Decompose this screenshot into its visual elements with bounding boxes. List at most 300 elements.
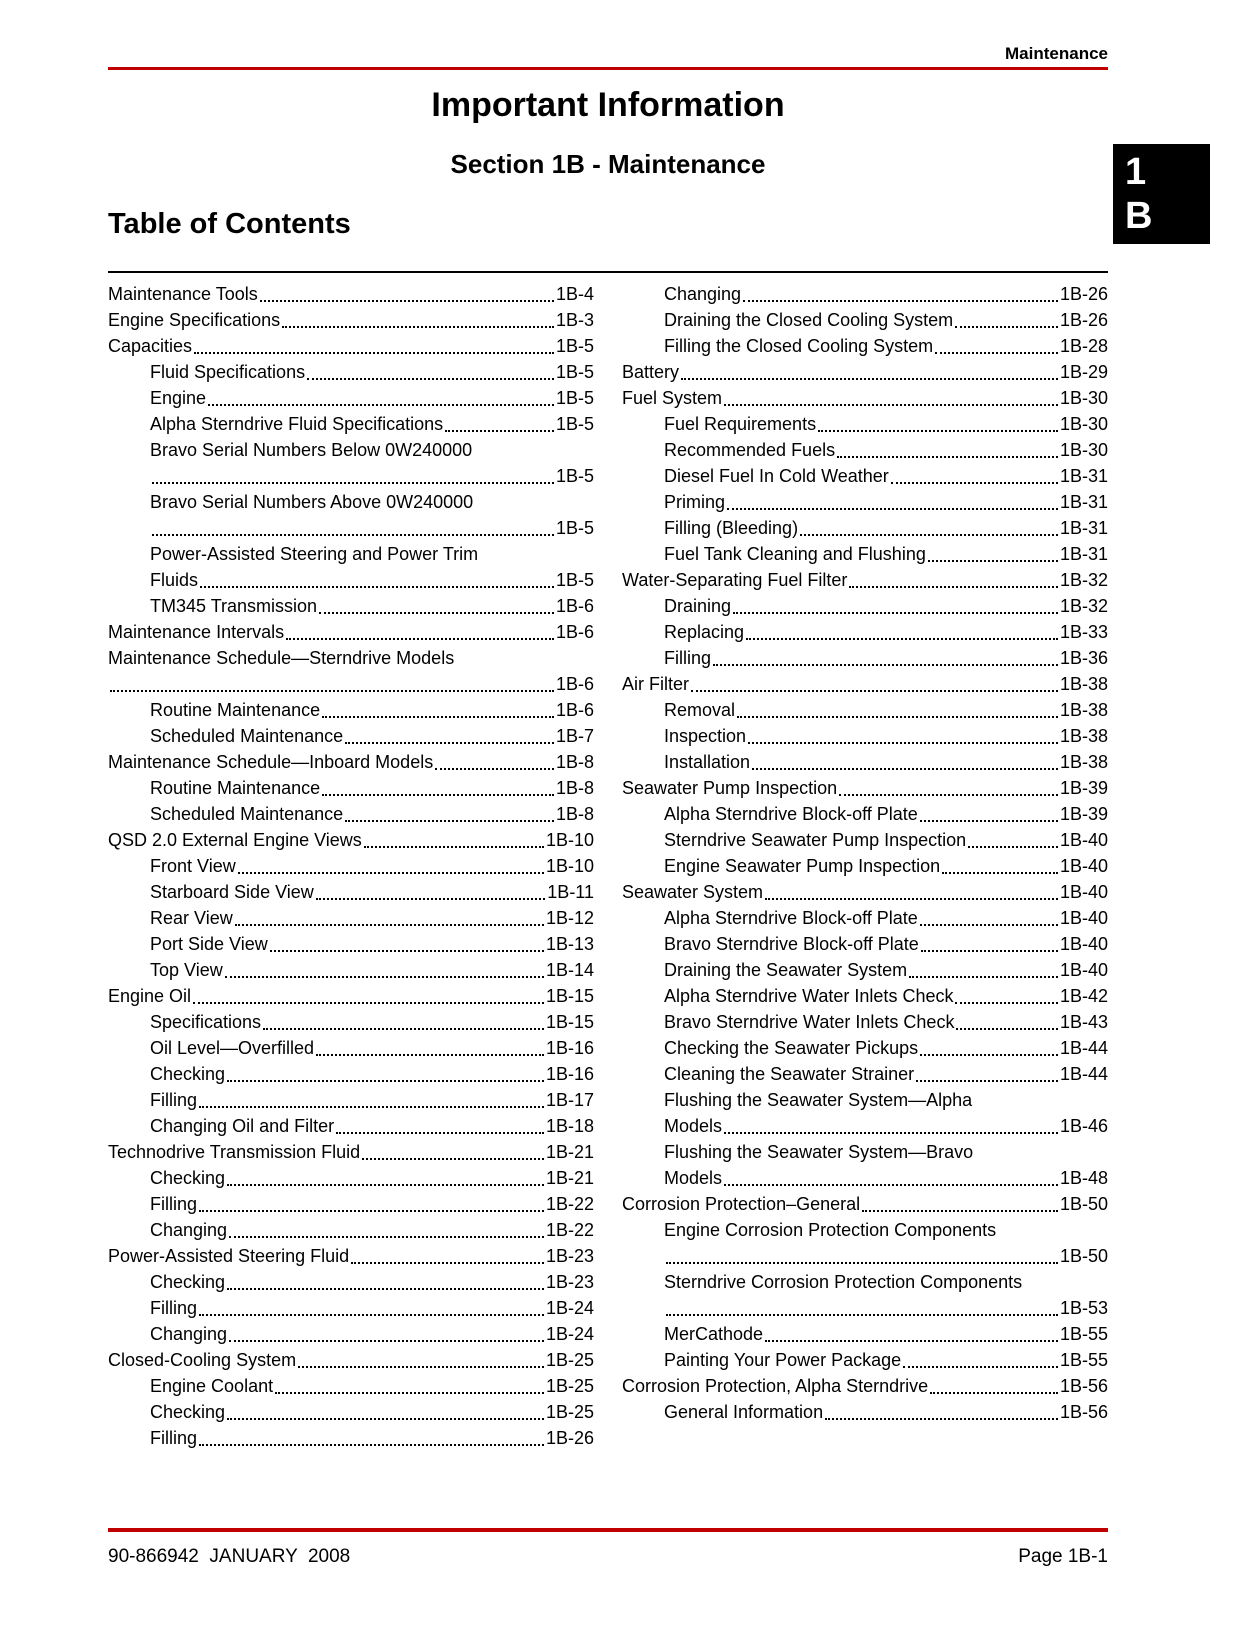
toc-entry-page: 1B-11 [547,882,594,902]
dot-leader [199,1210,544,1212]
dot-leader [746,638,1058,640]
toc-entry [622,1009,1108,1035]
toc-entry-label: Specifications [150,1012,262,1032]
toc-entry-page: 1B-14 [545,960,594,980]
dot-leader [666,1314,1058,1316]
toc-entry [622,723,1108,749]
toc-entry [108,1139,594,1165]
toc-entry-page: 1B-5 [555,570,594,590]
toc-entry [622,827,1108,853]
toc-entry-label: Alpha Sterndrive Block-off Plate [664,804,918,824]
toc-column-left [108,281,594,1451]
toc-entry-label: Filling [150,1194,198,1214]
toc-entry [622,385,1108,411]
dot-leader [891,482,1058,484]
dot-leader [229,1236,544,1238]
page-content [108,44,1108,1451]
dot-leader [920,1054,1058,1056]
dot-leader [920,820,1058,822]
toc-entry-page: 1B-44 [1059,1064,1108,1084]
toc-entry-page: 1B-26 [545,1428,594,1448]
toc-entry-page: 1B-39 [1059,804,1108,824]
toc-entry [108,723,594,749]
toc-entry-page: 1B-8 [555,778,594,798]
toc-entry-page: 1B-3 [555,310,594,330]
toc-entry-label: Inspection [664,726,747,746]
dot-leader [152,534,554,536]
toc-entry-page: 1B-30 [1059,388,1108,408]
dot-leader [752,768,1058,770]
dot-leader [818,430,1058,432]
dot-leader [942,872,1058,874]
toc-entry-label: Draining the Seawater System [664,960,908,980]
toc-entry-page: 1B-13 [545,934,594,954]
toc-entry [108,749,594,775]
toc-entry [108,281,594,307]
dot-leader [225,976,544,978]
toc-entry-label: Checking [150,1272,226,1292]
toc-entry-label: Checking [150,1168,226,1188]
toc-entry-label: Filling (Bleeding) [664,518,799,538]
toc-entry [108,1295,594,1321]
page-footer [108,1528,1108,1568]
dot-leader [691,690,1058,692]
dot-leader [935,352,1058,354]
toc-entry-page: 1B-26 [1059,310,1108,330]
toc-entry-page: 1B-55 [1059,1324,1108,1344]
toc-entry-label: Technodrive Transmission Fluid [108,1142,361,1162]
section-tab-number: 1 [1125,151,1147,193]
dot-leader [227,1080,544,1082]
toc-entry-label: Alpha Sterndrive Water Inlets Check [664,986,954,1006]
toc-entry-page: 1B-40 [1059,960,1108,980]
dot-leader [322,794,554,796]
toc-entry-label: Filling the Closed Cooling System [664,336,934,356]
toc-entry-label: Models [664,1168,723,1188]
toc-entry [622,489,1108,515]
toc-entry [108,1217,594,1243]
dot-leader [316,1054,544,1056]
toc-entry-page: 1B-25 [545,1376,594,1396]
dot-leader [724,1184,1058,1186]
toc-entry-label: Changing [150,1220,228,1240]
toc-entry-page: 1B-55 [1059,1350,1108,1370]
toc-entry-page: 1B-39 [1059,778,1108,798]
dot-leader [194,352,554,354]
toc-entry-label: Bravo Sterndrive Water Inlets Check [664,1012,955,1032]
toc-entry-label: Maintenance Schedule—Inboard Models [108,752,434,772]
toc-entry [108,411,594,437]
running-header: Maintenance [1005,44,1108,63]
dot-leader [921,950,1058,952]
dot-leader [666,1262,1058,1264]
dot-leader [282,326,554,328]
toc-entry [108,1425,594,1451]
toc-entry [622,307,1108,333]
toc-entry [622,671,1108,697]
toc-entry [622,749,1108,775]
dot-leader [837,456,1058,458]
dot-leader [968,846,1058,848]
toc-entry-label: Fuel System [622,388,723,408]
dot-leader [286,638,554,640]
toc-entry-page: 1B-23 [545,1246,594,1266]
toc-entry [622,1373,1108,1399]
dot-leader [839,794,1058,796]
toc-entry-label: Power-Assisted Steering and Power Trim [150,544,479,564]
toc-entry-label: Maintenance Tools [108,284,258,304]
toc-entry-page: 1B-43 [1059,1012,1108,1032]
toc-entry-page: 1B-31 [1059,544,1108,564]
dot-leader [345,742,554,744]
toc-entry-label: Filling [664,648,712,668]
toc-entry-label: Flushing the Seawater System—Alpha [664,1090,973,1110]
toc-entry [108,307,594,333]
toc-entry-page: 1B-33 [1059,622,1108,642]
dot-leader [909,976,1058,978]
toc-entry-page: 1B-28 [1059,336,1108,356]
toc-entry-label: Sterndrive Seawater Pump Inspection [664,830,967,850]
toc-column-right [622,281,1108,1451]
toc-entry-page: 1B-22 [545,1220,594,1240]
toc-entry-label: Installation [664,752,751,772]
toc-entry-label: Fuel Requirements [664,414,817,434]
toc-entry-label: Filling [150,1428,198,1448]
dot-leader [260,300,554,302]
toc-entry-page: 1B-50 [1059,1246,1108,1266]
toc-entry [108,983,594,1009]
toc-entry-label: Models [664,1116,723,1136]
toc-entry-page: 1B-53 [1059,1298,1108,1318]
toc-entry [622,1269,1108,1321]
toc-entry-page: 1B-40 [1059,856,1108,876]
toc-entry [622,983,1108,1009]
toc-entry-page: 1B-12 [545,908,594,928]
toc-entry-page: 1B-21 [545,1168,594,1188]
toc-entry-page: 1B-29 [1059,362,1108,382]
toc-entry-page: 1B-5 [555,414,594,434]
dot-leader [362,1158,544,1160]
toc-entry-page: 1B-44 [1059,1038,1108,1058]
section-tab [1113,144,1210,244]
toc-entry-label: Diesel Fuel In Cold Weather [664,466,889,486]
dot-leader [270,950,544,952]
toc-entry-label: Changing [150,1324,228,1344]
toc-entry-label: Port Side View [150,934,268,954]
toc-entry-label: Battery [622,362,680,382]
dot-leader [825,1418,1058,1420]
dot-leader [955,1002,1057,1004]
toc-entry-page: 1B-36 [1059,648,1108,668]
dot-leader [193,1002,544,1004]
toc-entry-page: 1B-10 [545,830,594,850]
toc-entry [108,333,594,359]
toc-entry-label: General Information [664,1402,824,1422]
toc-entry [108,931,594,957]
dot-leader [364,846,544,848]
toc-entry-label: Corrosion Protection–General [622,1194,861,1214]
toc-entry-label: Alpha Sterndrive Block-off Plate [664,908,918,928]
toc-entry-page: 1B-40 [1059,830,1108,850]
toc-entry-label: Routine Maintenance [150,778,321,798]
toc-entry [622,515,1108,541]
toc-entry-label: Flushing the Seawater System—Bravo [664,1142,974,1162]
toc-entry [108,853,594,879]
dot-leader [765,898,1058,900]
toc-entry-page: 1B-5 [555,362,594,382]
toc-entry-page: 1B-31 [1059,518,1108,538]
toc-entry-page: 1B-38 [1059,700,1108,720]
toc-entry [622,333,1108,359]
dot-leader [208,404,554,406]
toc-entry-page: 1B-15 [545,986,594,1006]
toc-entry [108,1061,594,1087]
dot-leader [316,898,546,900]
toc-entry-page: 1B-30 [1059,414,1108,434]
toc-entry [622,567,1108,593]
toc-entry-page: 1B-42 [1059,986,1108,1006]
toc-entry-page: 1B-7 [555,726,594,746]
toc-entry [622,463,1108,489]
toc-entry-label: Front View [150,856,236,876]
toc-entry-label: Starboard Side View [150,882,314,902]
toc-entry [108,359,594,385]
dot-leader [445,430,554,432]
toc-entry [622,281,1108,307]
dot-leader [319,612,554,614]
toc-entry-page: 1B-50 [1059,1194,1108,1214]
section-subtitle: Section 1B - Maintenance [450,149,766,179]
toc-entry-page: 1B-40 [1059,882,1108,902]
toc-entry-page: 1B-16 [545,1038,594,1058]
page-number: Page 1B-1 [1018,1546,1108,1567]
toc-entry-label: Draining the Closed Cooling System [664,310,954,330]
toc-entry [622,853,1108,879]
toc-entry [108,385,594,411]
top-rule [108,67,1108,70]
toc-entry [108,1087,594,1113]
toc-entry [108,1243,594,1269]
toc-entry-label: Top View [150,960,223,980]
toc-entry [622,1061,1108,1087]
toc-entry [622,1347,1108,1373]
toc-entry [622,437,1108,463]
toc-entry-label: Draining [664,596,732,616]
dot-leader [275,1392,544,1394]
dot-leader [235,924,544,926]
toc-entry-page: 1B-5 [555,336,594,356]
dot-leader [724,404,1058,406]
dot-leader [713,664,1058,666]
toc-entry-page: 1B-5 [555,466,594,486]
toc-entry [108,1035,594,1061]
toc-entry-label: Engine Corrosion Protection Components [664,1220,997,1240]
toc-entry-page: 1B-16 [545,1064,594,1084]
dot-leader [681,378,1058,380]
toc-entry [108,1113,594,1139]
toc-entry-label: Cleaning the Seawater Strainer [664,1064,915,1084]
dot-leader [800,534,1058,536]
dot-leader [724,1132,1058,1134]
toc-entry-label: Bravo Serial Numbers Below 0W240000 [150,440,473,460]
toc-entry [622,1087,1108,1139]
toc-entry [622,619,1108,645]
toc-entry [622,411,1108,437]
dot-leader [849,586,1058,588]
toc-heading: Table of Contents [108,208,351,240]
toc-entry [622,1035,1108,1061]
toc-entry-page: 1B-8 [555,752,594,772]
toc-entry-label: Seawater Pump Inspection [622,778,838,798]
toc-entry-page: 1B-10 [545,856,594,876]
toc-entry-page: 1B-6 [555,700,594,720]
toc-entry-page: 1B-6 [555,596,594,616]
toc-entry [108,879,594,905]
toc-entry-label: Bravo Serial Numbers Above 0W240000 [150,492,474,512]
toc-entry [108,1373,594,1399]
toc-entry-label: Checking [150,1402,226,1422]
toc-entry-label: Closed-Cooling System [108,1350,297,1370]
toc-entry [108,489,594,541]
dot-leader [345,820,554,822]
toc-entry [108,1191,594,1217]
dot-leader [227,1418,544,1420]
toc-entry-page: 1B-4 [555,284,594,304]
toc-entry-page: 1B-40 [1059,908,1108,928]
toc-entry-label: Power-Assisted Steering Fluid [108,1246,350,1266]
toc-entry [108,801,594,827]
dot-leader [238,872,544,874]
toc-entry-label: Engine Oil [108,986,192,1006]
toc-entry-label: Air Filter [622,674,689,694]
table-of-contents [108,281,1108,1451]
toc-entry-page: 1B-21 [545,1142,594,1162]
toc-entry-label: Engine Coolant [150,1376,274,1396]
toc-entry [108,1009,594,1035]
dot-leader [930,1392,1058,1394]
toc-entry-page: 1B-32 [1059,570,1108,590]
toc-entry-label: TM345 Transmission [150,596,318,616]
toc-entry [108,1165,594,1191]
toc-entry [108,437,594,489]
toc-entry-label: Checking the Seawater Pickups [664,1038,919,1058]
toc-entry [108,1347,594,1373]
toc-entry-page: 1B-22 [545,1194,594,1214]
dot-leader [229,1340,544,1342]
toc-entry-page: 1B-38 [1059,674,1108,694]
toc-entry [108,697,594,723]
toc-entry-label: Changing [664,284,742,304]
toc-entry-label: Scheduled Maintenance [150,726,344,746]
toc-entry-page: 1B-40 [1059,934,1108,954]
toc-entry [108,1321,594,1347]
dot-leader [928,560,1058,562]
toc-entry-label: Water-Separating Fuel Filter [622,570,848,590]
dot-leader [199,1444,544,1446]
dot-leader [862,1210,1058,1212]
toc-entry-page: 1B-30 [1059,440,1108,460]
divider-rule [108,271,1108,273]
toc-entry [108,957,594,983]
toc-entry [108,593,594,619]
toc-entry [108,541,594,593]
toc-entry-label: Checking [150,1064,226,1084]
toc-entry-page: 1B-8 [555,804,594,824]
toc-entry-page: 1B-24 [545,1324,594,1344]
toc-entry [622,541,1108,567]
dot-leader [200,586,554,588]
toc-entry-page: 1B-25 [545,1402,594,1422]
toc-entry [622,1217,1108,1269]
toc-entry [622,359,1108,385]
toc-entry [622,905,1108,931]
dot-leader [110,690,554,692]
toc-entry [622,697,1108,723]
toc-entry-page: 1B-31 [1059,466,1108,486]
toc-entry [622,1191,1108,1217]
dot-leader [920,924,1058,926]
toc-entry-label: Routine Maintenance [150,700,321,720]
dot-leader [903,1366,1058,1368]
toc-entry-label: Maintenance Schedule—Sterndrive Models [108,648,455,668]
dot-leader [298,1366,544,1368]
footer-rule [108,1528,1108,1532]
toc-entry [108,619,594,645]
toc-entry [622,1139,1108,1191]
toc-entry [108,1269,594,1295]
toc-entry-label: Corrosion Protection, Alpha Sterndrive [622,1376,929,1396]
toc-entry-label: Scheduled Maintenance [150,804,344,824]
dot-leader [322,716,554,718]
dot-leader [916,1080,1058,1082]
toc-entry-page: 1B-23 [545,1272,594,1292]
toc-entry-label: Filling [150,1090,198,1110]
dot-leader [307,378,554,380]
toc-entry-page: 1B-46 [1059,1116,1108,1136]
toc-entry-label: Bravo Sterndrive Block-off Plate [664,934,919,954]
toc-entry-label: Changing Oil and Filter [150,1116,335,1136]
page-title: Important Information [431,86,785,124]
toc-entry [622,775,1108,801]
toc-entry [108,1399,594,1425]
toc-entry-page: 1B-6 [555,674,594,694]
dot-leader [435,768,554,770]
toc-entry [622,931,1108,957]
document-number: 90-866942 JANUARY 2008 [108,1546,351,1567]
dot-leader [733,612,1058,614]
toc-entry-page: 1B-48 [1059,1168,1108,1188]
toc-entry-page: 1B-24 [545,1298,594,1318]
toc-entry [622,1399,1108,1425]
toc-entry [108,905,594,931]
toc-entry-page: 1B-56 [1059,1376,1108,1396]
toc-entry-label: Fluids [150,570,199,590]
toc-entry-label: Priming [664,492,726,512]
toc-entry-label: Engine Specifications [108,310,281,330]
toc-entry [622,645,1108,671]
dot-leader [336,1132,544,1134]
toc-entry [108,827,594,853]
toc-entry-label: Sterndrive Corrosion Protection Components [664,1272,1023,1292]
toc-entry-label: Engine Seawater Pump Inspection [664,856,941,876]
toc-entry-page: 1B-15 [545,1012,594,1032]
toc-entry [622,801,1108,827]
dot-leader [956,1028,1058,1030]
dot-leader [263,1028,544,1030]
toc-entry-label: QSD 2.0 External Engine Views [108,830,362,850]
toc-entry-label: Fluid Specifications [150,362,306,382]
toc-entry-label: Rear View [150,908,233,928]
